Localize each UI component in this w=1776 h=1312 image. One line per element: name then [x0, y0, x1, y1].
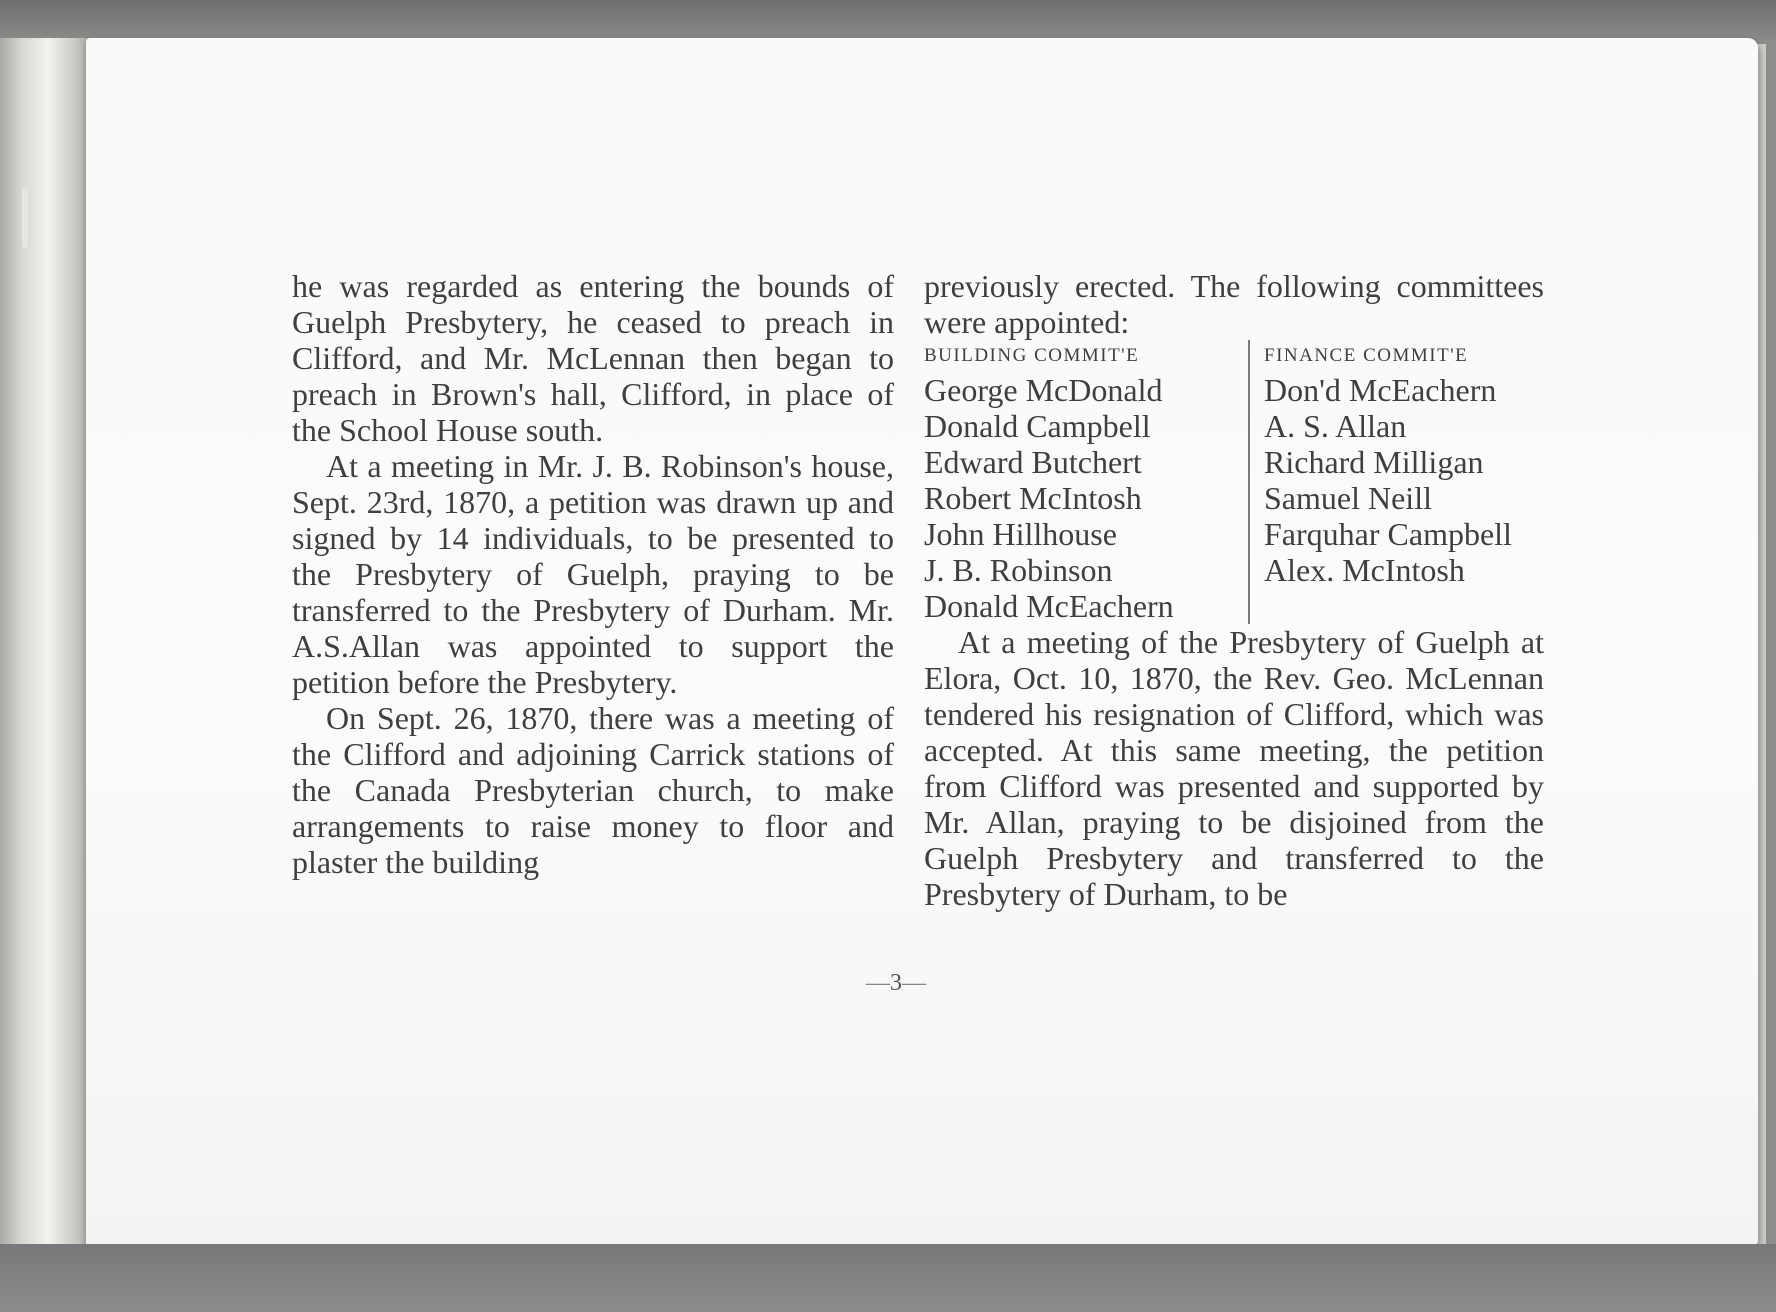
page-number-value: 3	[890, 970, 902, 996]
list-item: Farquhar Campbell	[1264, 516, 1512, 552]
building-committee-list	[924, 372, 1234, 624]
right-text-column	[924, 268, 1544, 912]
spine-mark	[22, 188, 28, 248]
list-item: Samuel Neill	[1264, 480, 1432, 516]
scan-background-top	[0, 0, 1776, 40]
left-text-column	[292, 268, 894, 880]
finance-committee-list	[1264, 372, 1544, 588]
paragraph-committees-intro: previously erected. The following committees were appointed:	[924, 268, 1544, 340]
page-number	[866, 970, 926, 997]
paragraph-petition: At a meeting in Mr. J. B. Robinson's house, Sept. 23rd, 1870, a petition was drawn up and signed by 14 individuals, to be presented to the Presbytery of Guelph, praying to be transferred to the Presbytery of Durham. Mr. A.S.Allan was appointed to support the petition before the Presbytery.	[292, 448, 894, 700]
list-item: J. B. Robinson	[924, 552, 1113, 588]
scan-background-bottom	[0, 1244, 1776, 1312]
finance-committee	[1264, 340, 1544, 624]
list-item: Edward Butchert	[924, 444, 1142, 480]
list-item: George McDonald	[924, 372, 1163, 408]
list-item: John Hillhouse	[924, 516, 1117, 552]
building-committee	[924, 340, 1234, 624]
list-item: A. S. Allan	[1264, 408, 1407, 444]
paragraph-meeting: On Sept. 26, 1870, there was a meeting of the Clifford and adjoining Carrick stations of the Canada Presbyterian church, to make arrangements to raise money to floor and plaster the building	[292, 700, 894, 880]
paragraph-continuation: he was regarded as entering the bounds of Guelph Presbytery, he ceased to preach in Clifford, and Mr. McLennan then began to preach in Brown's hall, Clifford, in place of the School House south.	[292, 268, 894, 448]
book-spine	[0, 38, 96, 1256]
committees-table	[924, 340, 1544, 624]
column-rule	[1248, 340, 1250, 624]
list-item: Don'd McEachern	[1264, 372, 1497, 408]
paragraph-presbytery-meeting: At a meeting of the Presbytery of Guelph at Elora, Oct. 10, 1870, the Rev. Geo. McLennan tendered his resignation of Clifford, which was accepted. At this same meeting, the petition from Clifford was presented and supported by Mr. Allan, praying to be disjoined from the Guelph Presbytery and transferred to the Presbytery of Durham, to be	[924, 624, 1544, 912]
finance-committee-heading: FINANCE COMMIT'E	[1264, 345, 1469, 366]
building-committee-heading: BUILDING COMMIT'E	[924, 345, 1140, 366]
list-item: Donald McEachern	[924, 588, 1174, 624]
list-item: Robert McIntosh	[924, 480, 1142, 516]
list-item: Richard Milligan	[1264, 444, 1484, 480]
list-item: Alex. McIntosh	[1264, 552, 1465, 588]
list-item: Donald Campbell	[924, 408, 1151, 444]
